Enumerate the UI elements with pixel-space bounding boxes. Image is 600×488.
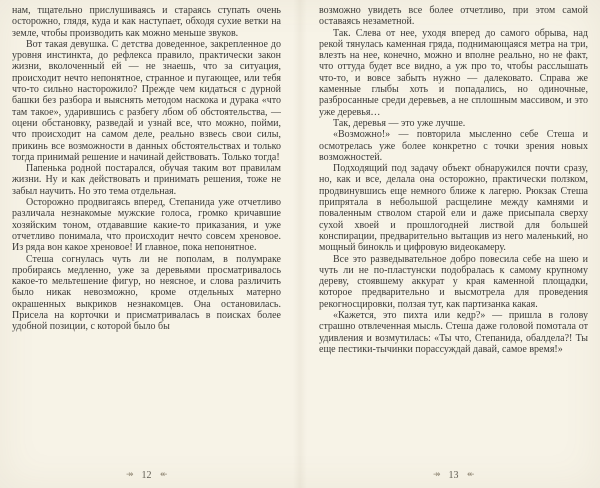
- paragraph: Так. Слева от нее, уходя вперед до самого обрыва, над рекой тянулась каменная гряда, поднимающаяся метра на три, влезть на нее, конечно, можно и вполне реально, но не факт, что оттуда будет все видно, а уж про то, чтобы расслышать что-то, и вовсе забыть нужно — далековато. Справа же каменные глыбы хоть и попадались, но одиночные, разбросанные среди деревьев, а не сплошным массивом, и это уже деревья…: [319, 27, 588, 118]
- paragraph: «Возможно!» — повторила мысленно себе Стеша и осмотрелась уже более конкретно с точки зрения новых возможностей.: [319, 129, 588, 163]
- page-left: [0, 0, 293, 488]
- paragraph: Осторожно продвигаясь вперед, Степанида уже отчетливо различала незнакомые мужские голоса, громко кричавшие хозяйским тоном, отдававшие какие-то приказания, и уже отчетливо понимала, что происходит нечто совсем хреновое. Из ряда вон какое хреновое! И главное, пока непонятное.: [12, 197, 281, 254]
- flourish-icon: ↠: [159, 470, 168, 480]
- flourish-icon: ↠: [125, 470, 134, 480]
- paragraph: Подходящий под задачу объект обнаружился почти сразу, но, как и все, делала она осторожно, практически ползком, продвинувшись еще немного ближе к лагерю. Рюкзак Стеша припрятала в небольшой расщелине между камнями и поваленным стволом старой ели и даже присыпала сверху сухой хвоей и прошлогодней листвой для большей конспирации, предварительно вытащив из него маленький, но мощный бинокль и цифровую видеокамеру.: [319, 163, 588, 254]
- paragraph: Стеша согнулась чуть ли не пополам, в полумраке пробираясь медленно, уже за деревьями просматривалось какое-то мельтешение фигур, но неясное, и слова различить было никак невозможно, кроме отдельных матерно окрашенных выкриков незнакомцев. Она остановилась. Присела на корточки и присматривалась в поисках более удобной позиции, с которой было бы: [12, 253, 281, 333]
- page-number-right: 13: [448, 470, 459, 481]
- paragraph: Вот такая девушка. С детства доведенное, закрепленное до уровня инстинкта, до рефлекса правило, практически закон жизни, вколоченный ей — не знаешь, что за ситуация, происходит нечто непонятное, странное и пугающее, или тебя что-то сильно насторожило? Прежде чем кидаться с дурной башки без разбора и выяснять методом наскока и дурака «что там такое», ударившись с разбегу лбом об обстоятельства, — оцени обстановку, разведай и узнай все, что можно, пойми, что происходит на самом деле, реально взвесь свои силы, прикинь все возможности в данных обстоятельствах и только тогда принимай решение и начинай действовать. Только тогда!: [12, 38, 281, 163]
- paragraph: возможно увидеть все более отчетливо, при этом самой оставаясь незаметной.: [319, 5, 588, 28]
- paragraph: Так, деревья — это уже лучше.: [333, 117, 466, 129]
- flourish-icon: ↠: [466, 470, 475, 480]
- page-text-right: [319, 5, 588, 465]
- page-text-left: [12, 5, 281, 465]
- page-number-left: 12: [141, 470, 152, 481]
- page-footer-left: [12, 465, 281, 483]
- flourish-icon: ↠: [432, 470, 441, 480]
- page-right: [307, 0, 600, 488]
- paragraph: «Кажется, это пихта или кедр?» — пришла в голову страшно отвлеченная мысль. Стеша даже головой помотала от удивления и возмутилась: «Ты что, Степанида, обалдела?! Ты еще пестики-тычинки порассуждай давай, самое время!»: [319, 310, 588, 355]
- paragraph: Папенька родной постарался, обучая таким вот правилам жизни. Ну и как действовать и принимать решения, тоже не забыл научить. Но это тема отдельная.: [12, 163, 281, 197]
- spine-divider: [293, 0, 307, 488]
- paragraph: Все это разведывательное добро повесила себе на шею и чуть ли не по-пластунски подобралась к самому крупному дереву, стоявшему аккурат у края каменной площадки, которое предварительно и высмотрела для проведения рекогносцировки, ползая тут, как партизанка какая.: [319, 253, 588, 310]
- paragraph: нам, тщательно прислушиваясь и стараясь ступать очень осторожно, глядя, куда и как наступает, обходя сухие ветки на земле, чтобы производить как можно меньше звуков.: [12, 5, 281, 39]
- page-footer-right: [319, 465, 588, 483]
